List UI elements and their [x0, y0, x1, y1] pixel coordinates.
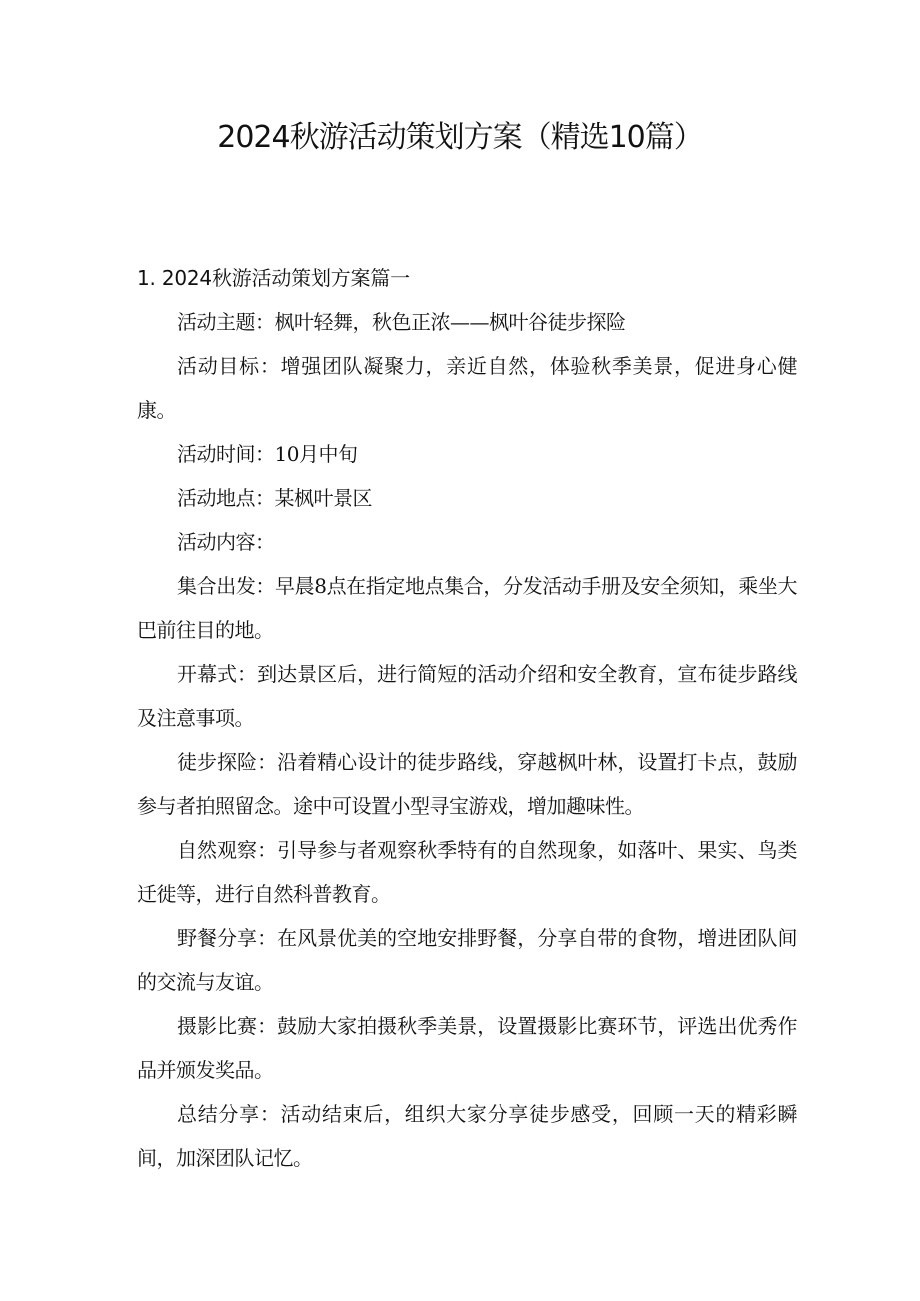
paragraph-activity-goal: 活动目标：增强团队凝聚力，亲近自然，体验秋季美景，促进身心健康。 [137, 354, 797, 422]
paragraph-activity-theme: 活动主题：枫叶轻舞，秋色正浓——枫叶谷徒步探险 [177, 310, 626, 334]
section-heading: 1. 2024秋游活动策划方案篇一 [137, 266, 410, 290]
paragraph-picnic: 野餐分享：在风景优美的空地安排野餐，分享自带的食物，增进团队间的交流与友谊。 [137, 926, 797, 994]
paragraph-hiking: 徒步探险：沿着精心设计的徒步路线，穿越枫叶林，设置打卡点，鼓励参与者拍照留念。途中可设置小型寻宝游戏，增加趣味性。 [137, 750, 797, 818]
paragraph-summary: 总结分享：活动结束后，组织大家分享徒步感受，回顾一天的精彩瞬间，加深团队记忆。 [137, 1102, 797, 1170]
paragraph-opening: 开幕式：到达景区后，进行简短的活动介绍和安全教育，宣布徒步路线及注意事项。 [137, 662, 797, 730]
paragraph-activity-content: 活动内容： [177, 530, 275, 554]
paragraph-activity-time: 活动时间：10月中旬 [177, 442, 358, 466]
paragraph-nature-observation: 自然观察：引导参与者观察秋季特有的自然现象，如落叶、果实、鸟类迁徙等，进行自然科普教育。 [137, 838, 797, 906]
document-title: 2024秋游活动策划方案（精选10篇） [217, 120, 703, 155]
document-body [137, 256, 797, 1180]
paragraph-gathering: 集合出发：早晨8点在指定地点集合，分发活动手册及安全须知，乘坐大巴前往目的地。 [137, 574, 797, 642]
paragraph-activity-location: 活动地点：某枫叶景区 [177, 486, 372, 510]
paragraph-photo-contest: 摄影比赛：鼓励大家拍摄秋季美景，设置摄影比赛环节，评选出优秀作品并颁发奖品。 [137, 1014, 797, 1082]
